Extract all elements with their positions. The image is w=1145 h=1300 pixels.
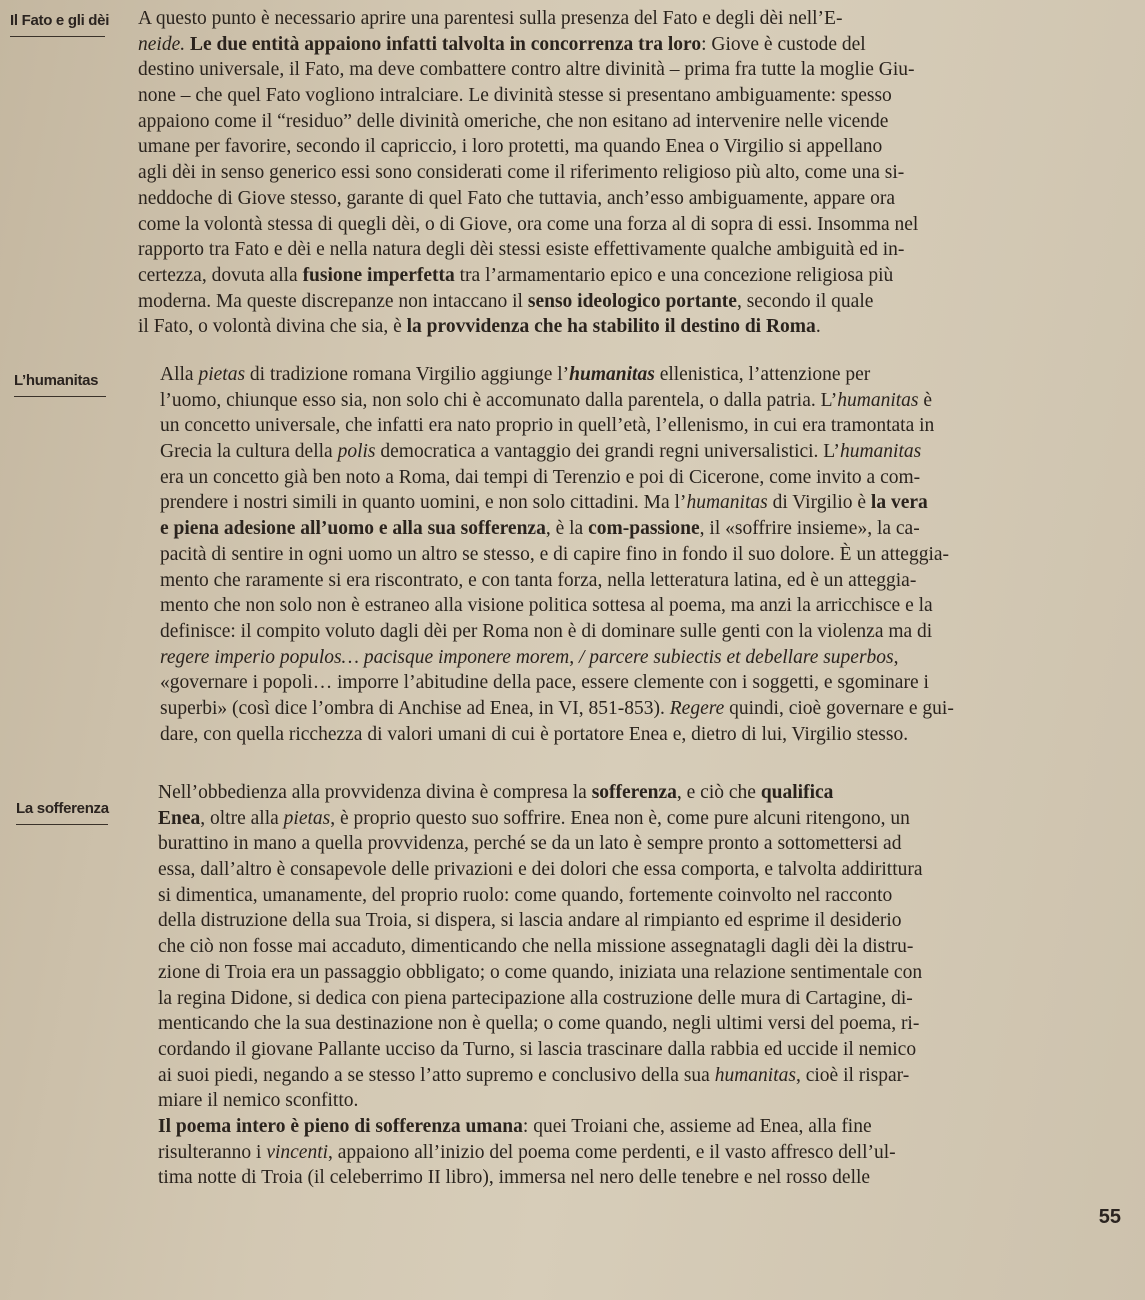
text-run: neide. — [138, 33, 186, 55]
text-run: . — [815, 316, 821, 338]
side-label-sofferenza: La sofferenza — [16, 800, 109, 817]
text-run: regere imperio populos… pacisque imponere morem, / parcere subiectis et debellare superbos — [160, 646, 894, 668]
text-run: si dimentica, umanamente, del proprio ruolo: come quando, fortemente coinvolto nel racconto — [158, 884, 893, 906]
text-run: com-passione — [588, 518, 700, 540]
text-run: ellenistica, l’attenzione per — [654, 364, 871, 385]
text-run: «governare i popoli… imporre l’abitudine della pace, essere clemente con i soggetti, e sgominare i — [160, 672, 929, 694]
text-run: superbi» (così dice l’ombra di Anchise ad Enea, in VI, 851-853). — [160, 697, 670, 719]
text-line — [158, 960, 1123, 986]
text-run: neddoche di Giove stesso, garante di quel Fato che tuttavia, anch’esso ambiguamente, appare ora — [138, 187, 895, 209]
text-line — [160, 593, 1120, 619]
text-run: humanitas — [569, 364, 655, 385]
text-line — [158, 1140, 1123, 1166]
text-run: Enea — [158, 807, 201, 829]
text-line — [160, 516, 1120, 542]
text-run: pietas — [198, 364, 246, 385]
text-line — [158, 1063, 1123, 1089]
text-run: burattino in mano a quella provvidenza, perché se da un lato è sempre pronto a sottomettersi ad — [158, 833, 902, 855]
text-line — [160, 568, 1120, 594]
text-run: rapporto tra Fato e dèi e nella natura degli dèi stessi esiste effettivamente qualche ambiguità ed in- — [138, 239, 905, 261]
text-line — [160, 645, 1120, 671]
text-run: , è proprio questo suo soffrire. Enea non è, come pure alcuni ritengono, un — [330, 807, 910, 829]
text-line — [160, 670, 1120, 696]
text-run: certezza, dovuta alla — [138, 264, 303, 286]
text-line — [160, 542, 1120, 568]
text-run: e piena adesione all’uomo e alla sua sofferenza — [160, 518, 546, 540]
text-run: che ciò non fosse mai accaduto, dimenticando che nella missione assegnatagli dagli dèi la distru- — [158, 936, 914, 958]
text-line — [160, 490, 1120, 516]
text-run: era un concetto già ben noto a Roma, dai tempi di Terenzio e poi di Cicerone, come invito a com- — [160, 466, 921, 488]
text-line — [160, 388, 1120, 414]
text-line — [158, 1165, 1123, 1191]
text-run: vincenti — [266, 1141, 329, 1163]
side-label-fato: Il Fato e gli dèi — [10, 12, 110, 29]
text-run: humanitas — [837, 389, 919, 411]
text-line — [138, 237, 1108, 263]
text-line — [138, 57, 1108, 83]
text-run: pacità di sentire in ogni uomo un altro se stesso, e di capire fino in fondo il suo dolore. È un atteggia- — [160, 543, 950, 565]
text-run: Nell’obbedienza alla provvidenza divina è compresa la — [158, 782, 592, 803]
text-run: appaiono come il “residuo” delle divinità omeriche, che non esitano ad intervenire nelle vicende — [138, 110, 889, 132]
text-line — [160, 439, 1120, 465]
side-label-rule — [14, 396, 106, 397]
text-run: menticando che la sua destinazione non è quella; o come quando, negli ultimi versi del poema, ri- — [158, 1013, 920, 1035]
text-run: : Giove è custode del — [701, 33, 866, 55]
text-line — [138, 32, 1108, 58]
text-run: miare il nemico sconfitto. — [158, 1090, 359, 1112]
text-run: destino universale, il Fato, ma deve combattere contro altre divinità – prima fra tutte la moglie Giu- — [138, 59, 915, 81]
text-run: prendere i nostri simili in quanto uomini, e non solo cittadini. Ma l’ — [160, 492, 687, 514]
text-run: , è la — [545, 518, 589, 540]
text-run: dare, con quella ricchezza di valori umani di cui è portatore Enea e, dietro di lui, Virgilio stesso. — [160, 723, 909, 745]
text-run: polis — [337, 441, 376, 463]
text-run: di tradizione romana Virgilio aggiunge l’ — [245, 364, 570, 385]
text-line — [158, 986, 1123, 1012]
text-run: : quei Troiani che, assieme ad Enea, alla fine — [522, 1115, 872, 1137]
text-line — [138, 6, 1108, 32]
side-label-rule — [16, 824, 108, 825]
text-run: l’uomo, chiunque esso sia, non solo chi è accomunato dalla parentela, o dalla patria. L’ — [160, 389, 838, 411]
paragraph-fato — [138, 6, 1108, 340]
text-run: sofferenza — [591, 782, 677, 803]
text-run: qualifica — [760, 782, 834, 803]
text-line — [138, 109, 1108, 135]
text-line — [138, 186, 1108, 212]
text-run: senso ideologico portante — [527, 290, 737, 312]
paragraph-sofferenza — [158, 780, 1123, 1191]
text-run: Alla — [160, 364, 199, 385]
text-run: tra l’armamentario epico e una concezione religiosa più — [454, 264, 894, 286]
text-run: di Virgilio è — [767, 492, 871, 514]
text-run: Le due entità appaiono infatti talvolta in concorrenza tra loro — [189, 33, 702, 55]
text-run: fusione imperfetta — [302, 264, 455, 286]
text-run: risulteranno i — [158, 1141, 267, 1163]
side-label-rule — [10, 36, 105, 37]
text-run: , oltre alla — [200, 807, 284, 829]
text-run: zione di Troia era un passaggio obbligato; o come quando, iniziata una relazione sentimentale con — [158, 961, 923, 983]
text-run: essa, dall’altro è consapevole delle privazioni e dei dolori che essa comporta, e talvolta addirittura — [158, 859, 923, 881]
text-line — [138, 134, 1108, 160]
text-run: Grecia la cultura della — [160, 441, 338, 463]
text-run: , appaiono all’inizio del poema come perdenti, e il vasto affresco dell’ul- — [328, 1141, 896, 1163]
text-run: humanitas — [686, 492, 768, 514]
text-run: humanitas — [714, 1064, 796, 1086]
text-line — [160, 696, 1120, 722]
text-run: A questo punto è necessario aprire una parentesi sulla presenza del Fato e degli dèi nell’E- — [138, 8, 843, 29]
text-run: un concetto universale, che infatti era nato proprio in quell’età, l’ellenismo, in cui era tramontata in — [160, 415, 935, 437]
text-run: none – che quel Fato vogliono intralciare. Le divinità stesse si presentano ambiguamente: spesso — [138, 85, 892, 107]
text-line — [160, 722, 1120, 748]
text-run: , cioè il rispar- — [795, 1064, 910, 1086]
text-run: moderna. Ma queste discrepanze non intaccano il — [138, 290, 528, 312]
text-line — [158, 1011, 1123, 1037]
text-run: mento che non solo non è estraneo alla visione politica sottesa al poema, ma anzi la arricchisce e la — [160, 595, 933, 617]
text-run: quindi, cioè governare e gui- — [724, 697, 954, 719]
text-line — [138, 314, 1108, 340]
text-run: Il poema intero è pieno di sofferenza umana — [158, 1115, 523, 1137]
text-line — [138, 83, 1108, 109]
text-line — [158, 831, 1123, 857]
text-run: , e ciò che — [676, 782, 761, 803]
text-run: il Fato, o volontà divina che sia, è — [138, 316, 407, 338]
text-run: ai suoi piedi, negando a se stesso l’atto supremo e conclusivo della sua — [158, 1064, 715, 1086]
text-run: definisce: il compito voluto dagli dèi per Roma non è di dominare sulle genti con la violenza ma di — [160, 620, 933, 642]
text-line — [160, 465, 1120, 491]
text-line — [138, 160, 1108, 186]
text-run: humanitas — [839, 441, 922, 463]
text-run: , il «soffrire insieme», la ca- — [699, 518, 920, 540]
text-line — [158, 1037, 1123, 1063]
text-run: tima notte di Troia (il celeberrimo II libro), immersa nel nero delle tenebre e nel rosso delle — [158, 1167, 871, 1189]
text-run: come la volontà stessa di quegli dèi, o di Giove, ora come una forza al di sopra di essi. Insomma nel — [138, 213, 919, 235]
text-run: della distruzione della sua Troia, si dispera, si lascia andare al rimpianto ed esprime il desiderio — [158, 910, 902, 932]
text-line — [158, 908, 1123, 934]
text-run: umane per favorire, secondo il capriccio, i loro protetti, ma quando Enea o Virgilio si appellano — [138, 136, 883, 158]
text-run: , secondo il quale — [736, 290, 874, 312]
text-run: la regina Didone, si dedica con piena partecipazione alla costruzione delle mura di Cartagine, di- — [158, 987, 913, 1009]
text-line — [160, 619, 1120, 645]
text-line — [138, 289, 1108, 315]
text-line — [158, 1114, 1123, 1140]
text-run: mento che raramente si era riscontrato, e con tanta forza, nella letteratura latina, ed è un atteggia- — [160, 569, 917, 591]
text-line — [138, 263, 1108, 289]
text-line — [158, 883, 1123, 909]
paragraph-humanitas — [160, 362, 1120, 747]
page-number: 55 — [1098, 1206, 1121, 1228]
text-run: cordando il giovane Pallante ucciso da Turno, si lascia trascinare dalla rabbia ed uccide il nemico — [158, 1038, 917, 1060]
text-run: pietas — [283, 807, 331, 829]
text-run: è — [918, 389, 933, 411]
text-line — [158, 857, 1123, 883]
text-run: Regere — [669, 697, 725, 719]
text-run: , — [893, 646, 899, 668]
text-line — [138, 212, 1108, 238]
text-line — [158, 1088, 1123, 1114]
text-run: la vera — [870, 492, 928, 514]
text-run: la provvidenza che ha stabilito il destino di Roma — [406, 316, 816, 338]
text-line — [158, 806, 1123, 832]
text-line — [160, 413, 1120, 439]
text-run: democratica a vantaggio dei grandi regni universalistici. L’ — [375, 441, 840, 463]
side-label-humanitas: L’humanitas — [14, 372, 99, 389]
text-line — [160, 362, 1120, 388]
text-run: agli dèi in senso generico essi sono considerati come il riferimento religioso più alto, come una si- — [138, 162, 905, 184]
text-line — [158, 780, 1123, 806]
text-line — [158, 934, 1123, 960]
